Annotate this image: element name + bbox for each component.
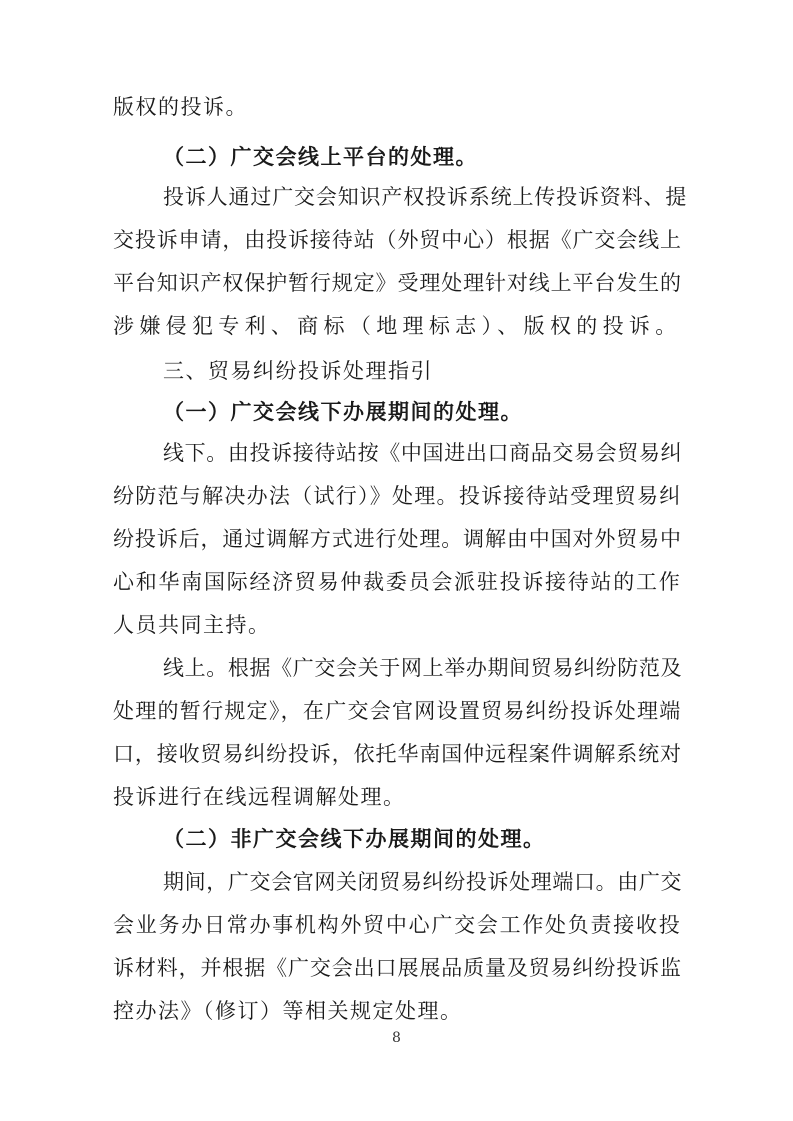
paragraph-line: 期间，广交会官网关闭贸易纠纷投诉处理端口。由广交 [163, 870, 683, 894]
section-heading-trade-dispute: 三、贸易纠纷投诉处理指引 [163, 359, 433, 383]
paragraph-line: 线上。根据《广交会关于网上举办期间贸易纠纷防范及 [163, 656, 683, 680]
paragraph-line: 交投诉申请，由投诉接待站（外贸中心）根据《广交会线上 [113, 228, 682, 252]
paragraph-line-text: 投诉人通过广交会知识产权投诉系统上传投诉资料、提 [163, 185, 688, 209]
paragraph-line: 纷投诉后，通过调解方式进行处理。调解由中国对外贸易中 [113, 527, 682, 551]
paragraph-line: 涉嫌侵犯专利、商标（地理标志）、版权的投诉。 [113, 314, 682, 338]
paragraph-line: 诉材料，并根据《广交会出口展展品质量及贸易纠纷投诉监 [113, 956, 682, 980]
paragraph-line: 处理的暂行规定》，在广交会官网设置贸易纠纷投诉处理端 [113, 699, 682, 723]
page-number: 8 [392, 1030, 401, 1046]
subsection-heading-non-offline: （二）非广交会线下办展期间的处理。 [163, 826, 546, 851]
paragraph-line: 控办法》（修订）等相关规定处理。 [113, 999, 463, 1023]
paragraph-line: 线下。由投诉接待站按《中国进出口商品交易会贸易纠 [163, 441, 683, 465]
paragraph-line: 平台知识产权保护暂行规定》受理处理针对线上平台发生的 [113, 271, 682, 295]
paragraph-line: 版权的投诉。 [113, 95, 248, 119]
section-heading-online-platform: （二）广交会线上平台的处理。 [163, 144, 478, 169]
paragraph-line: 纷防范与解决办法（试行）》处理。投诉接待站受理贸易纠 [113, 484, 682, 508]
paragraph-line: 会业务办日常办事机构外贸中心广交会工作处负责接收投 [113, 913, 682, 937]
paragraph-line [163, 182, 688, 212]
paragraph-line: 投诉进行在线远程调解处理。 [113, 785, 406, 809]
paragraph-line: 心和华南国际经济贸易仲裁委员会派驻投诉接待站的工作 [113, 570, 682, 594]
paragraph-line: 人员共同主持。 [113, 613, 271, 637]
subsection-heading-offline: （一）广交会线下办展期间的处理。 [163, 399, 523, 424]
paragraph-line: 口，接收贸易纠纷投诉，依托华南国仲远程案件调解系统对 [113, 742, 682, 766]
